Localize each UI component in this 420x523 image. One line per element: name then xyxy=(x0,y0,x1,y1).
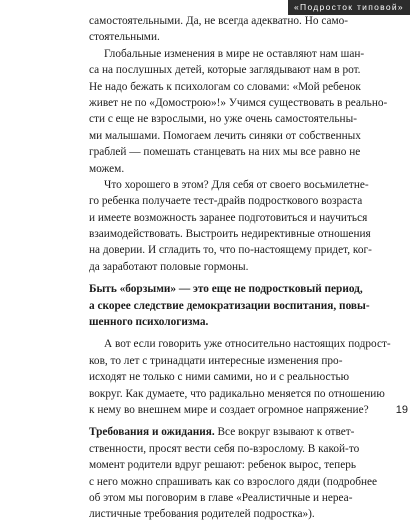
text-line: ков, то лет с тринадцати интересные изменения про- xyxy=(89,354,343,367)
bold-text-line: Быть «борзыми» — это еще не подростковый период, xyxy=(89,283,363,296)
text-line: ми малышами. Помогаем лечить синяки от собственных xyxy=(89,129,361,142)
running-header: «Подросток типовой» xyxy=(288,0,410,15)
text-line: Что хорошего в этом? Для себя от своего восьмилетне- xyxy=(104,178,369,191)
page-text xyxy=(89,13,391,523)
text-line: живет не по «Домострою»!» Учимся существовать в реально- xyxy=(89,96,388,109)
text-line: А вот если говорить уже относительно настоящих подрост- xyxy=(104,338,391,351)
text-line: можем. xyxy=(89,162,125,175)
text-line: на доверии. И сгладить то, что по-настоящему придет, ког- xyxy=(89,244,372,257)
text-line: исходят не только с ними самими, но и с реальностью xyxy=(89,371,350,384)
bold-text-line: а скорее следствие демократизации воспитания, повы- xyxy=(89,299,370,312)
text-line: об этом мы поговорим в главе «Реалистичные и нереа- xyxy=(89,491,353,504)
text-line: и имеете возможность заранее подготовиться и научиться xyxy=(89,211,368,224)
text-line xyxy=(89,424,355,440)
text-line: сти с еще не взрослыми, но уже очень самостоятельны- xyxy=(89,113,357,126)
text-line: Глобальные изменения в мире не оставляют нам шан- xyxy=(104,47,365,60)
text-line: ственности, просят вести себя по-взрослому. В какой-то xyxy=(89,442,360,455)
bold-text-line: шенного психологизма. xyxy=(89,316,209,329)
text-line: листичные требования родителей подростка»). xyxy=(89,508,315,521)
text-line: к нему во внешнем мире и создает огромное напряжение? xyxy=(89,403,369,416)
page-number: 19 xyxy=(395,404,408,416)
text-line: са на послушных детей, которые заглядывают нам в рот. xyxy=(89,64,361,77)
text-line: стоятельными. xyxy=(89,31,160,44)
text-line: да заработают половые гормоны. xyxy=(89,260,249,273)
text-line: момент родители вдруг решают: ребенок вырос, теперь xyxy=(89,459,357,472)
line-remainder: Все вокруг взывают к ответ- xyxy=(214,426,355,439)
text-line: вокруг. Как думаете, что радикально меняется по отношению xyxy=(89,387,385,400)
text-line: самостоятельными. Да, не всегда адекватно. Но само- xyxy=(89,15,349,27)
text-line: го ребенка получаете тест-драйв подросткового возраста xyxy=(89,195,363,208)
text-line: граблей — помешать станцевать на них мы все равно не xyxy=(89,146,361,159)
text-line: с него можно спрашивать как со взрослого дяди (подробнее xyxy=(89,475,378,488)
text-line: Не надо бежать к психологам со словами: «Мой ребенок xyxy=(89,80,361,93)
text-line: взаимодействовать. Выстроить недирективные отношения xyxy=(89,228,371,241)
bold-lead-in: Требования и ожидания. xyxy=(89,426,215,439)
